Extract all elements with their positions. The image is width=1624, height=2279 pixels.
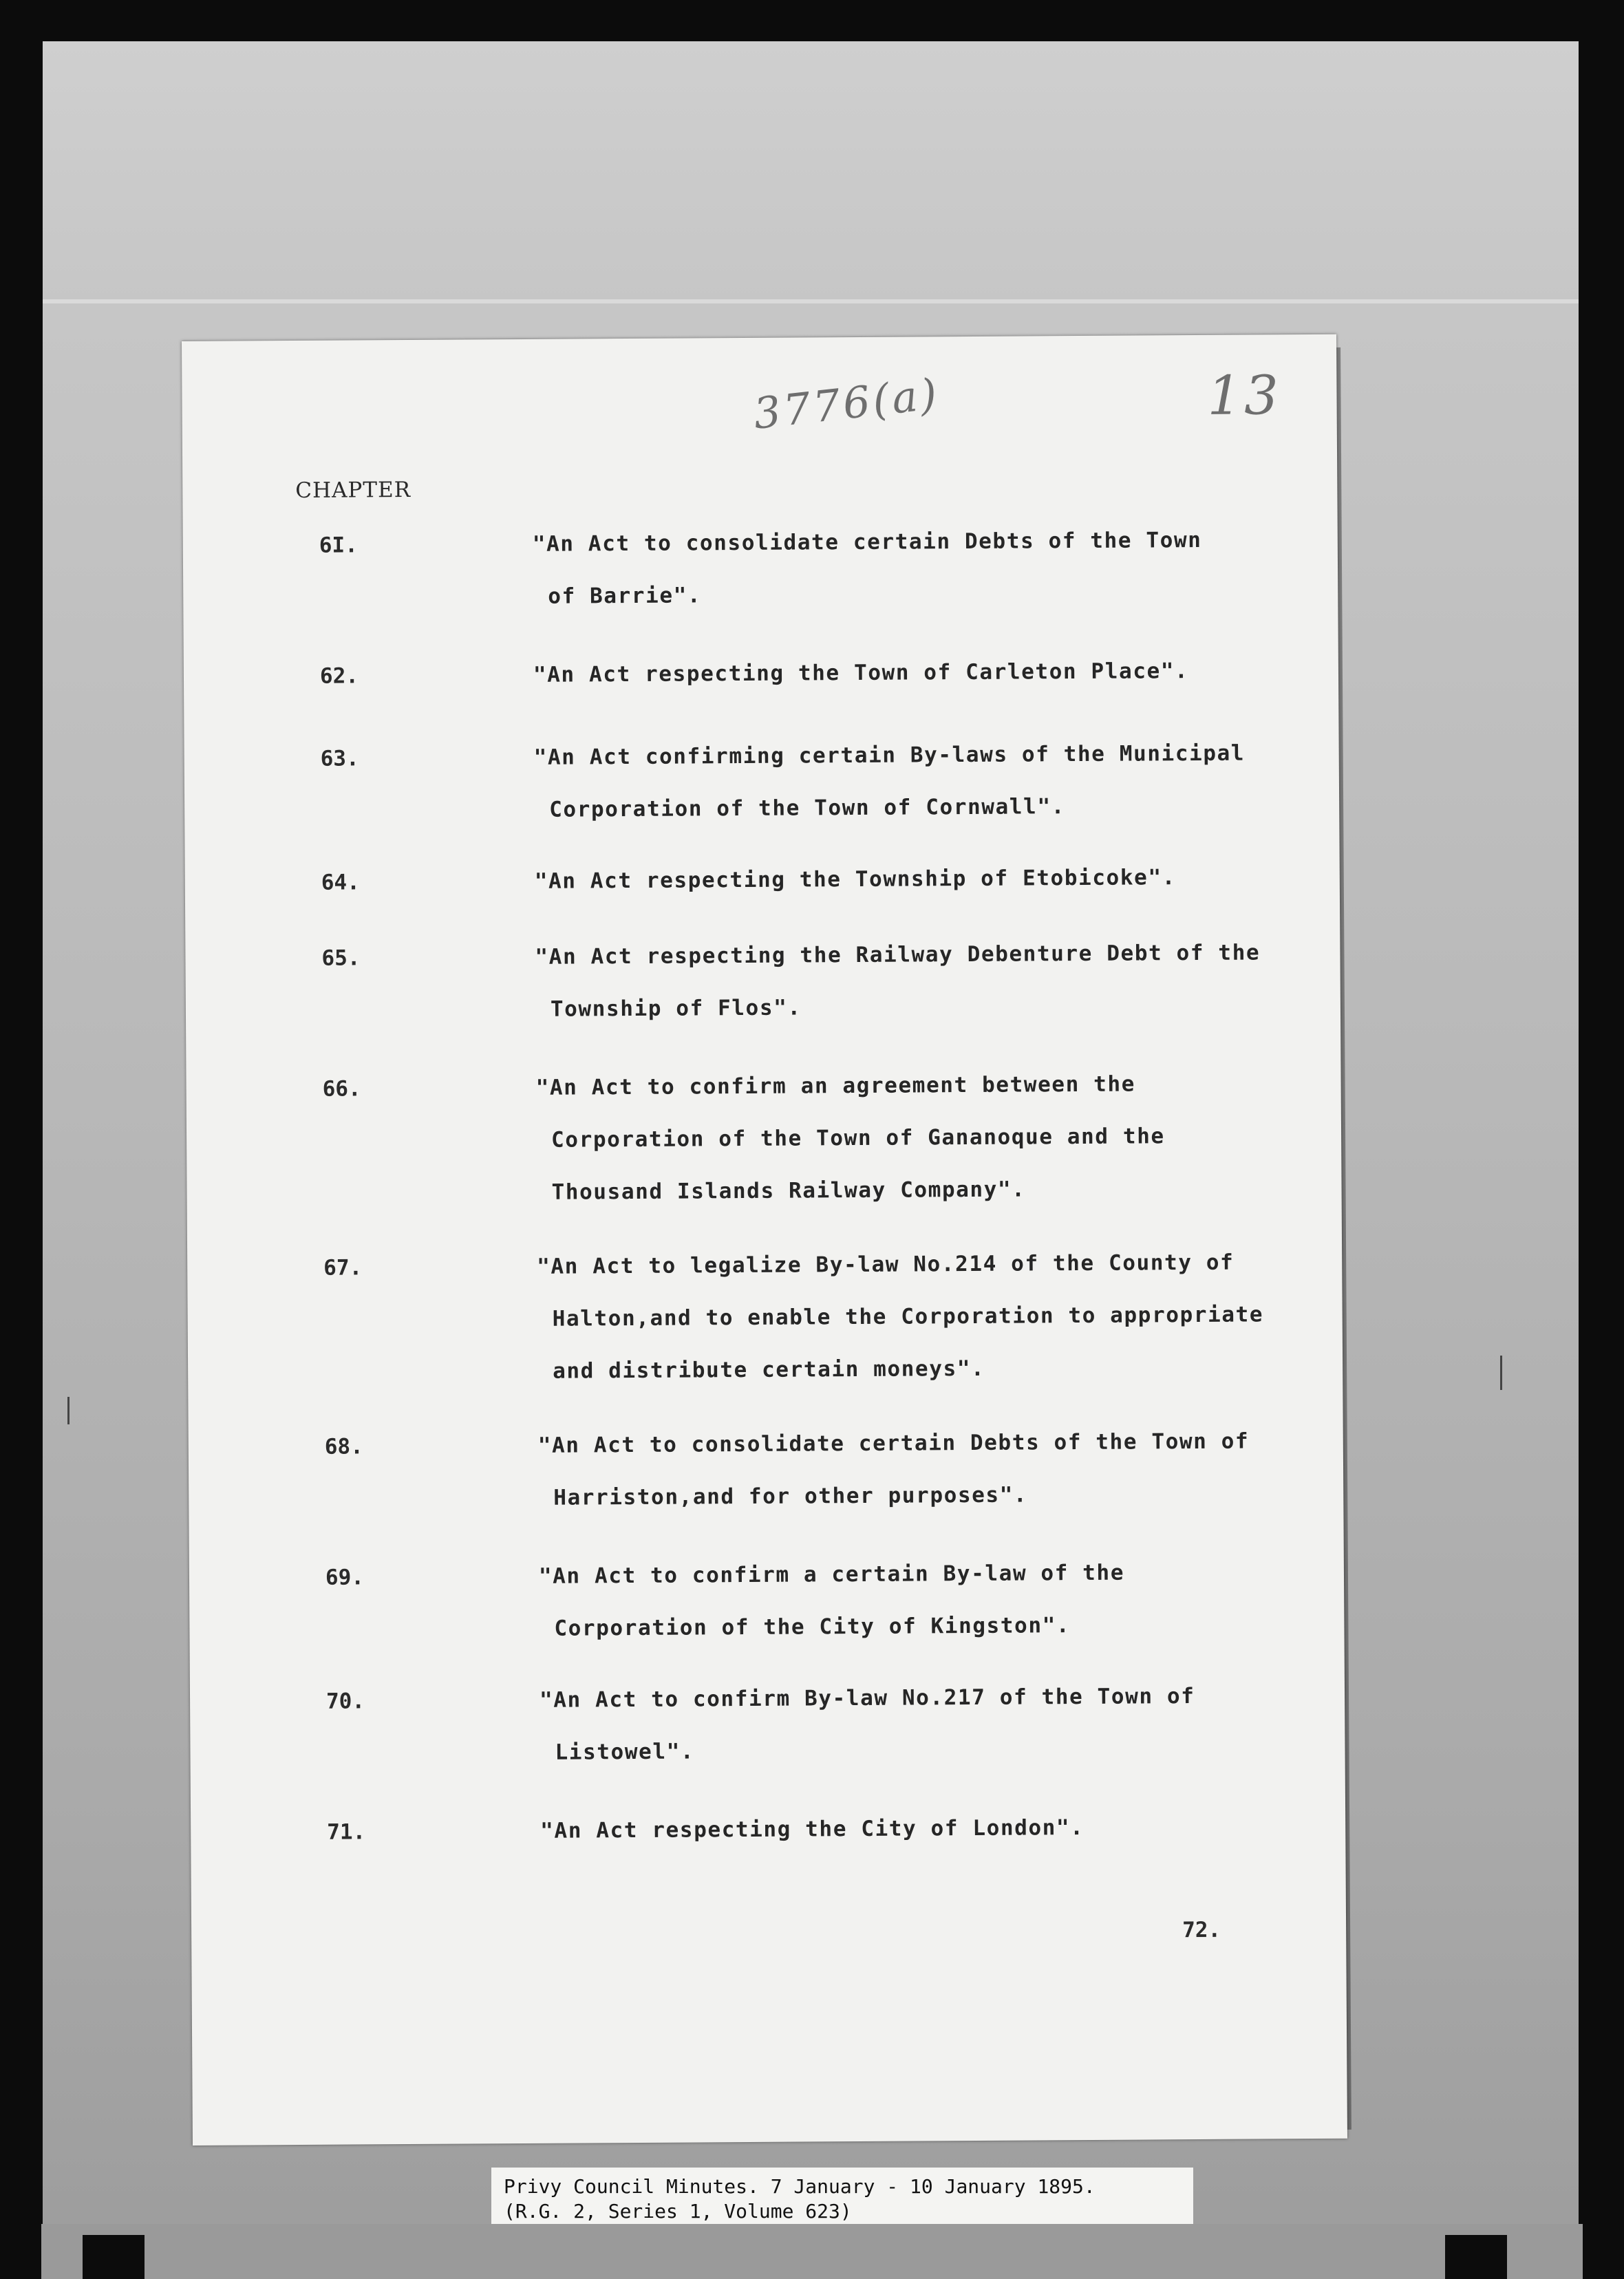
act-entry bbox=[185, 940, 1340, 1022]
act-title-line: "An Act to confirm a certain By-law of the bbox=[538, 1560, 1125, 1589]
act-title-line: "An Act respecting the City of London". bbox=[540, 1815, 1085, 1843]
chapter-number: 64. bbox=[321, 870, 360, 895]
sprocket-hole bbox=[83, 2235, 145, 2279]
act-title-line: "An Act respecting the Town of Carleton Place". bbox=[533, 659, 1189, 687]
act-title-line: "An Act confirming certain By-laws of the Municipal bbox=[533, 740, 1246, 770]
act-entry bbox=[190, 1683, 1345, 1765]
next-page-number: 72. bbox=[1182, 1917, 1221, 1943]
film-seam bbox=[43, 299, 1579, 303]
film-mark bbox=[67, 1397, 70, 1424]
act-title-line: "An Act respecting the Township of Etobicoke". bbox=[534, 865, 1177, 894]
act-title-line: Corporation of the Town of Gananoque and the bbox=[551, 1124, 1165, 1153]
act-title-line: Corporation of the Town of Cornwall". bbox=[549, 794, 1066, 822]
act-title-line: "An Act respecting the Railway Debenture Debt of the bbox=[535, 940, 1261, 970]
film-mark bbox=[1500, 1356, 1502, 1390]
act-title-line: "An Act to consolidate certain Debts of the Town bbox=[532, 527, 1202, 557]
act-title-line: Listowel". bbox=[555, 1739, 695, 1765]
act-entry bbox=[184, 658, 1338, 689]
chapter-number: 68. bbox=[324, 1434, 363, 1459]
act-entry bbox=[185, 864, 1340, 895]
act-title-line: "An Act to confirm an agreement between the bbox=[535, 1071, 1136, 1100]
caption-line-1: Privy Council Minutes. 7 January - 10 January 1895. bbox=[504, 2175, 1096, 2198]
act-entry bbox=[191, 1814, 1345, 1845]
act-title-line: "An Act to consolidate certain Debts of the Town of bbox=[537, 1429, 1250, 1458]
chapter-number: 62. bbox=[319, 663, 359, 689]
act-entry bbox=[187, 1250, 1342, 1384]
act-title-line: Halton,and to enable the Corporation to appropriate bbox=[552, 1302, 1264, 1331]
caption-line-2: (R.G. 2, Series 1, Volume 623) bbox=[504, 2200, 852, 2223]
chapter-number: 71. bbox=[327, 1819, 366, 1845]
chapter-number: 66. bbox=[322, 1076, 361, 1102]
act-title-line: of Barrie". bbox=[548, 583, 702, 609]
chapter-number: 63. bbox=[320, 746, 359, 771]
act-title-line: Thousand Islands Railway Company". bbox=[551, 1177, 1026, 1205]
film-edge bbox=[41, 2224, 1583, 2279]
act-title-line: Corporation of the City of Kingston". bbox=[554, 1613, 1071, 1641]
chapter-number: 6I. bbox=[319, 533, 358, 558]
act-title-line: Harriston,and for other purposes". bbox=[553, 1482, 1028, 1510]
chapter-number: 65. bbox=[321, 945, 361, 971]
chapter-number: 70. bbox=[325, 1689, 365, 1714]
chapter-heading: CHAPTER bbox=[295, 477, 412, 503]
act-title-line: and distribute certain moneys". bbox=[553, 1356, 985, 1384]
act-entry bbox=[183, 527, 1338, 609]
handwritten-page-number: 13 bbox=[1207, 365, 1282, 427]
act-title-line: Township of Flos". bbox=[550, 995, 802, 1022]
act-entry bbox=[189, 1429, 1343, 1510]
document-page bbox=[182, 334, 1347, 2146]
archive-caption bbox=[491, 2168, 1193, 2231]
handwritten-reference: 3776(a) bbox=[751, 368, 942, 439]
act-title-line: "An Act to legalize By-law No.214 of the County of bbox=[537, 1250, 1235, 1279]
act-entry bbox=[186, 1071, 1341, 1205]
act-entry bbox=[189, 1559, 1344, 1641]
sprocket-hole bbox=[1445, 2235, 1507, 2279]
act-title-line: "An Act to confirm By-law No.217 of the Town of bbox=[539, 1684, 1195, 1713]
chapter-number: 69. bbox=[325, 1565, 365, 1590]
act-entry bbox=[184, 740, 1339, 822]
chapter-number: 67. bbox=[323, 1255, 363, 1281]
